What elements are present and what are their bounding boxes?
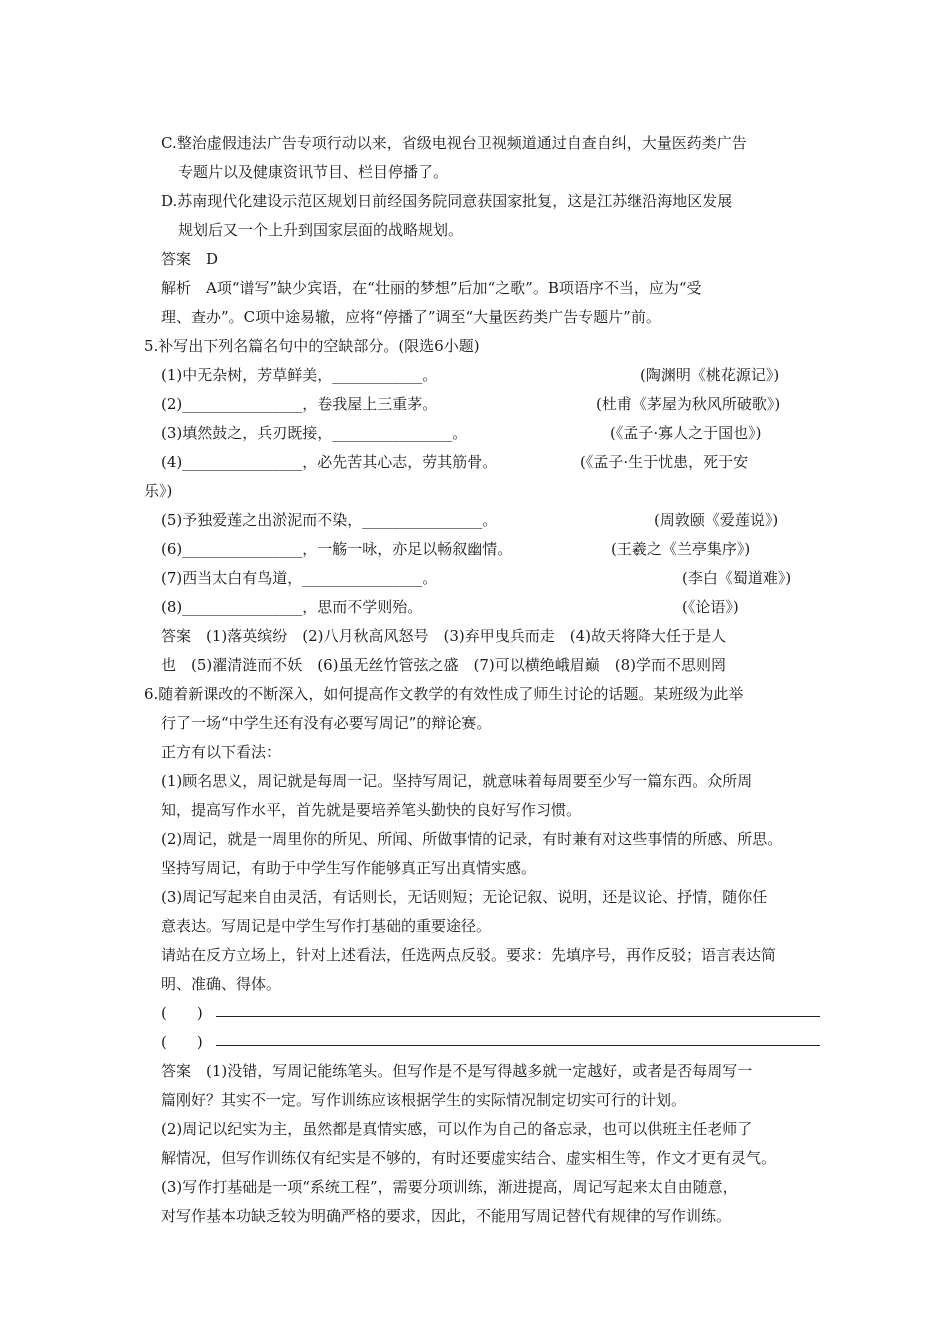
q6-answer-blank-2-label: ( ) xyxy=(161,1033,203,1051)
q6-point-1-line-2: 知，提高写作水平，首先就是要培养笔头勤快的良好写作习惯。 xyxy=(161,801,582,819)
q6-title-line-2: 行了一场“中学生还有没有必要写周记”的辩论赛。 xyxy=(161,714,492,732)
q4-analysis-line-1: 解析 A项“谱写”缺少宾语，在“壮丽的梦想”后加“之歌”。B项语序不当，应为“受 xyxy=(161,279,702,297)
q5-item-3: (3)填然鼓之，兵刃既接，________________。 xyxy=(161,424,468,442)
q6-intro: 正方有以下看法： xyxy=(161,743,282,761)
q6-point-3-line-1: (3)周记写起来自由灵活，有话则长，无话则短；无论记叙、说明，还是议论、抒情，随你任 xyxy=(161,888,768,906)
q5-answer-line-2: 也 (5)濯清涟而不妖 (6)虽无丝竹管弦之盛 (7)可以横绝峨眉巅 (8)学而不思则罔 xyxy=(161,656,726,674)
q5-item-2-source: (杜甫《茅屋为秋风所破歌》) xyxy=(596,395,781,413)
q5-item-8-source: (《论语》) xyxy=(682,598,739,616)
q6-requirement-line-2: 明、准确、得体。 xyxy=(161,975,282,993)
q5-item-8: (8)________________，思而不学则殆。 xyxy=(161,598,423,616)
q5-item-1-source: (陶渊明《桃花源记》) xyxy=(640,366,780,384)
q6-answer-2-line-1: (2)周记以纪实为主，虽然都是真情实感，可以作为自己的备忘录，也可以供班主任老师了 xyxy=(161,1120,753,1138)
q5-item-6-source: (王羲之《兰亭集序》) xyxy=(611,540,751,558)
q6-answer-3-line-2: 对写作基本功缺乏较为明确严格的要求，因此，不能用写周记替代有规律的写作训练。 xyxy=(161,1207,732,1225)
q5-item-7: (7)西当太白有鸟道，________________。 xyxy=(161,569,438,587)
q5-item-4: (4)________________，必先苦其心志，劳其筋骨。 xyxy=(161,453,498,471)
option-c-line-2: 专题片以及健康资讯节目、栏目停播了。 xyxy=(178,163,449,181)
q6-answer-1-line-1: 答案 (1)没错，写周记能练笔头。但写作是不是写得越多就一定越好，或者是否每周写一 xyxy=(161,1062,753,1080)
q6-answer-blank-1-line xyxy=(216,1016,820,1017)
q4-answer: 答案 D xyxy=(161,250,219,268)
q5-item-5-source: (周敦颐《爱莲说》) xyxy=(654,511,779,529)
q5-item-4-source: (《孟子·生于忧患，死于安 xyxy=(580,453,749,471)
q5-item-6: (6)________________，一觞一咏，亦足以畅叙幽情。 xyxy=(161,540,513,558)
q5-item-5: (5)予独爱莲之出淤泥而不染，________________。 xyxy=(161,511,498,529)
q6-answer-blank-2-line xyxy=(216,1045,820,1046)
q6-answer-1-line-2: 篇刚好？其实不一定。写作训练应该根据学生的实际情况制定切实可行的计划。 xyxy=(161,1091,687,1109)
q5-item-7-source: (李白《蜀道难》) xyxy=(682,569,792,587)
q6-answer-2-line-2: 解情况，但写作训练仅有纪实是不够的，有时还要虚实结合、虚实相生等，作文才更有灵气。 xyxy=(161,1149,777,1167)
q5-item-4-source-cont: 乐》) xyxy=(144,482,173,500)
option-d-line-1: D.苏南现代化建设示范区规划日前经国务院同意获国家批复，这是江苏继沿海地区发展 xyxy=(161,192,733,210)
q6-point-2-line-2: 坚持写周记，有助于中学生写作能够真正写出真情实感。 xyxy=(161,859,537,877)
q5-title: 5.补写出下列名篇名句中的空缺部分。(限选6小题) xyxy=(144,337,480,355)
q6-point-3-line-2: 意表达。写周记是中学生写作打基础的重要途径。 xyxy=(161,917,492,935)
q6-point-2-line-1: (2)周记，就是一周里你的所见、所闻、所做事情的记录，有时兼有对这些事情的所感、所思。 xyxy=(161,830,783,848)
q4-analysis-line-2: 理、查办”。C项中途易辙，应将“停播了”调至“大量医药类广告专题片”前。 xyxy=(161,308,661,326)
q5-item-1: (1)中无杂树，芳草鲜美，____________。 xyxy=(161,366,438,384)
q5-item-3-source: (《孟子·寡人之于国也》) xyxy=(610,424,762,442)
q6-answer-3-line-1: (3)写作打基础是一项“系统工程”，需要分项训练，渐进提高，周记写起来太自由随意， xyxy=(161,1178,738,1196)
q6-answer-blank-1-label: ( ) xyxy=(161,1004,203,1022)
q6-point-1-line-1: (1)顾名思义，周记就是每周一记。坚持写周记，就意味着每周要至少写一篇东西。众所周 xyxy=(161,772,753,790)
q5-item-2: (2)________________，卷我屋上三重茅。 xyxy=(161,395,438,413)
q5-answer-line-1: 答案 (1)落英缤纷 (2)八月秋高风怒号 (3)弃甲曳兵而走 (4)故天将降大任于是人 xyxy=(161,627,726,645)
q6-title-line-1: 6.随着新课改的不断深入，如何提高作文教学的有效性成了师生讨论的话题。某班级为此举 xyxy=(144,685,744,703)
q6-requirement-line-1: 请站在反方立场上，针对上述看法，任选两点反驳。要求：先填序号，再作反驳；语言表达简 xyxy=(161,946,777,964)
option-c-line-1: C.整治虚假违法广告专项行动以来，省级电视台卫视频道通过自查自纠，大量医药类广告 xyxy=(161,134,747,152)
option-d-line-2: 规划后又一个上升到国家层面的战略规划。 xyxy=(178,221,464,239)
